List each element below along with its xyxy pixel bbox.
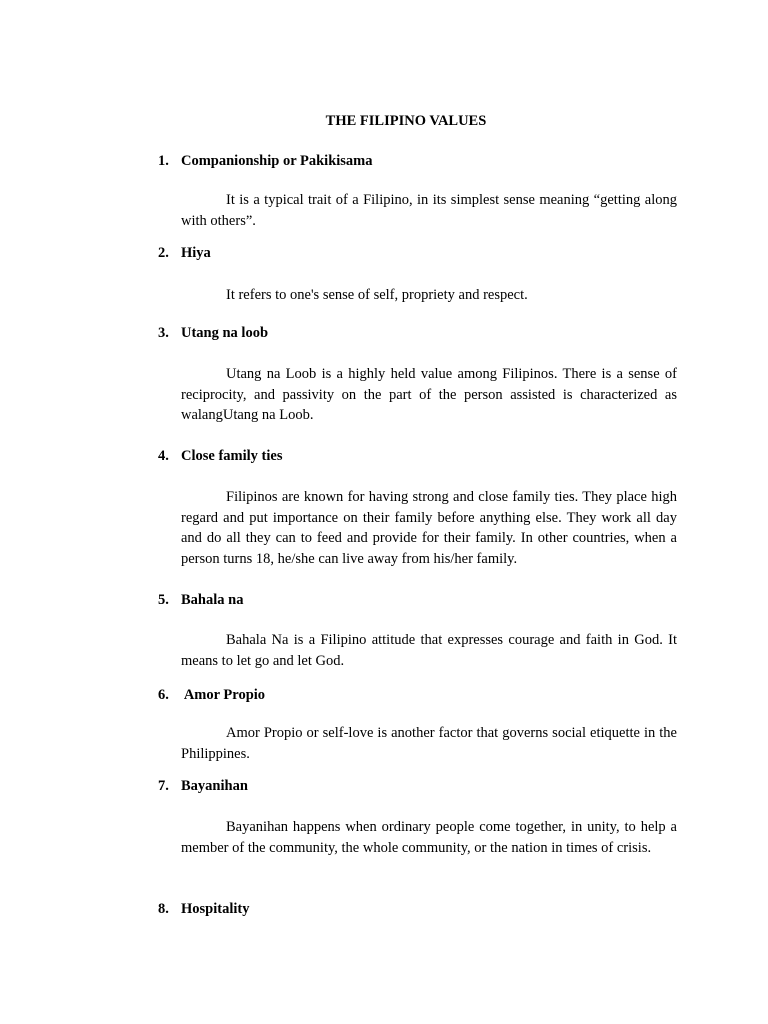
section-paragraph: Bahala Na is a Filipino attitude that expresses courage and faith in God. It means to let go and let God. bbox=[181, 632, 677, 669]
section-heading bbox=[158, 777, 248, 795]
section-heading-text: Companionship or Pakikisama bbox=[181, 153, 373, 169]
section-heading-text: Close family ties bbox=[181, 448, 283, 464]
section-number: 8. bbox=[158, 901, 169, 917]
section-heading-text: Hospitality bbox=[181, 901, 250, 917]
section-paragraph: It refers to one's sense of self, propriety and respect. bbox=[226, 287, 528, 303]
section-number: 7. bbox=[158, 778, 169, 794]
section-number: 3. bbox=[158, 325, 169, 341]
section-paragraph: Utang na Loob is a highly held value among Filipinos. There is a sense of reciprocity, and passivity on the part of the person assisted is characterized as walangUtang na Loob. bbox=[181, 366, 677, 424]
section-paragraph: Bayanihan happens when ordinary people come together, in unity, to help a member of the community, the whole community, or the nation in times of crisis. bbox=[181, 819, 677, 856]
section-heading-text: Bayanihan bbox=[181, 778, 248, 794]
section-paragraph: Amor Propio or self-love is another factor that governs social etiquette in the Philippines. bbox=[181, 725, 677, 762]
section-heading bbox=[158, 900, 249, 918]
section-number: 6. bbox=[158, 687, 169, 703]
section-heading-text: Hiya bbox=[181, 245, 211, 261]
document-title: THE FILIPINO VALUES bbox=[325, 113, 487, 129]
section-heading bbox=[158, 244, 211, 262]
section-number: 4. bbox=[158, 448, 169, 464]
section-heading-text: Bahala na bbox=[181, 592, 244, 608]
section-heading bbox=[158, 152, 373, 170]
section-paragraph: Filipinos are known for having strong and close family ties. They place high regard and put importance on their family before anything else. They work all day and do all they can to feed and provide for their family. In other countries, when a person turns 18, he/she can live away from his/her family. bbox=[181, 489, 677, 568]
section-paragraph: It is a typical trait of a Filipino, in its simplest sense meaning “getting along with others”. bbox=[181, 192, 677, 229]
section-heading bbox=[158, 447, 282, 465]
section-heading bbox=[158, 686, 265, 704]
section-number: 2. bbox=[158, 245, 169, 261]
section-heading bbox=[158, 591, 243, 609]
section-heading-text: Utang na loob bbox=[181, 325, 269, 341]
section-heading-text: Amor Propio bbox=[181, 687, 266, 703]
section-heading bbox=[158, 324, 268, 342]
section-number: 5. bbox=[158, 592, 169, 608]
section-number: 1. bbox=[158, 153, 169, 169]
